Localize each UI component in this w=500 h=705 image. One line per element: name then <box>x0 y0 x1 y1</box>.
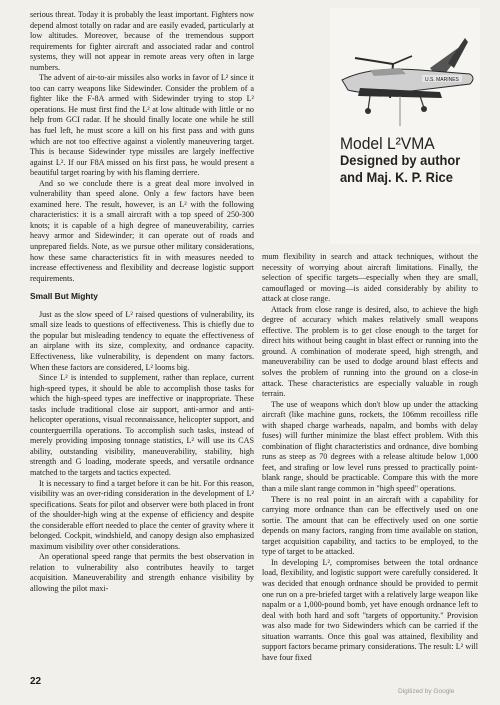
caption-designer: Designed by author <box>340 152 461 168</box>
paragraph: There is no real point in an aircraft with a capability for carrying more ordnance than can be effectively used on one sortie. The amount that can be effectively used on one sortie depends on many factors, ranging from time available on station, target acquisition capability, and tactics to be employed, to the type of target to be attacked. <box>262 494 478 557</box>
caption-codesigner: and Maj. K. P. Rice <box>340 169 453 185</box>
paragraph: In developing L², compromises between the total ordnance load, flexibility, and logistic support were carefully considered. It was decided that enough ordnance should be provided to permit one run on a pre-briefed target with a relatively large weapon like napalm or a 1,000-pound bomb, yet have enough ordnance left to deal with both hard and soft "targets of opportunity." Provision was also made for two Sidewinders which can be carried if the situation warrants. Once this goal was attained, flexibility and support factors became primary considerations. The result: L² will have four fixed <box>262 557 478 662</box>
paragraph: An operational speed range that permits the best observation in relation to vulnerability also contributes heavily to target acquisition. Maneuverability and strength enhance visibility by allowing the pilot maxi- <box>30 552 254 593</box>
paragraph: And so we conclude there is a great deal more involved in vulnerability than speed alone. Only a few factors have been examined here. The result, however, is an L² with the following characteristics: it is a small aircraft with a top speed of 250-300 knots; it is capable of a high degree of maneuverability, carries heavy armor and Sidewinder; it can operate out of roads and unprepared fields. Note, as we pursue other military considerations, how these same characteristics fit in with measures needed to increase effectiveness and flexibility and decrease logistic support requirements. <box>30 178 254 283</box>
watermark: Digitized by Google <box>398 688 455 695</box>
paragraph: Attack from close range is desired, also, to achieve the high degree of accuracy which makes relatively small weapons effective. The problem is to get close enough to the target for direct hits without being caught in blast effect or running into the ground. A combination of moderate speed, high strength, and maneuverability can be used to dodge around blast effects and solves the problem of running into the ground on a close-in attack. These characteristics are especially valuable in rough terrain. <box>262 304 478 399</box>
paragraph: serious threat. Today it is probably the least important. Fighters now depend almost totally on radar and are easily evaded, particularly at low altitudes. Moreover, because of the tremendous support requirements for fighter aircraft and associated radar and control systems, they will not appear in remote areas very often in large numbers. <box>30 10 254 72</box>
photo-caption <box>340 135 490 186</box>
paragraph: mum flexibility in search and attack techniques, without the necessity of worrying about aircraft limitations. Finally, the selection of specific targets—especially when they are small, camouflaged or moving—is aided considerably by ability to attack at close range. <box>262 252 478 304</box>
paragraph: Just as the slow speed of L² raised questions of vulnerability, its small size leads to questions of effectiveness. This is chiefly due to the popular but misleading tendency to equate the effectiveness of an airplane with its size, complexity, and ordnance capacity. Effectiveness, like vulnerability, is dependent on many factors. When these factors are considered, L² looms big. <box>30 309 254 372</box>
paragraph: The advent of air-to-air missiles also works in favor of L² since it too can carry weapons like Sidewinder. Consider the problem of a fighter like the F-8A armed with Sidewinder trying to stop L² operations. He must first find the L² at low altitude with little or no help from GCI radar. If he should finally locate one while he still has fuel left, he must score a kill on his first pass and with guns which are not too effective against a violently maneuvering target. This is because Sidewinder type missiles are largely ineffective against L². If our F8A missed on his first pass, he would present a beautiful target roaring by with his flaming derriere. <box>30 73 254 178</box>
section-heading: Small But Mighty <box>30 291 98 302</box>
paragraph: It is necessary to find a target before it can be hit. For this reason, visibility was an over-riding consideration in the development of L² specifications. Seats for pilot and observer were both placed in front of the shoulder-high wing at the expense of efficiency and despite the considerable effort needed to place the center of gravity where it belonged. Cockpit, windshield, and canopy design also emphasized maximum visibility over other considerations. <box>30 478 254 551</box>
aircraft-marking: U.S. MARINES <box>425 77 459 83</box>
right-column <box>262 252 478 663</box>
aircraft-model-photo <box>330 8 480 244</box>
caption-model-name: Model L²VMA <box>340 134 435 153</box>
aircraft-model-image <box>330 8 480 244</box>
page-number: 22 <box>30 676 42 687</box>
left-column <box>30 10 254 595</box>
paragraph: The use of weapons which don't blow up under the attacking aircraft (like machine guns, rockets, the 106mm recoilless rifle with shaped charge warheads, napalm, and bombs with delay fuses) will further minimize the blast effect problem. With this combination of flight characteristics and ordnance, dive bombing runs as steep as 70 degrees with a release altitude below 1,000 feet, and strafing or low level runs pressed to practically point-blank range, should be practicable. Compare this with the more than a mile slant range common in "high speed" operations. <box>262 399 478 494</box>
paragraph: Since L² is intended to supplement, rather than replace, current high-speed types, it should be able to accomplish those tasks for which the high-speed types are ineffective or inappropriate. These tasks include traditional close air support, anti-armor and anti-helicopter operations, visual reconnaissance, helicopter support, and counterguerrilla operations. To accomplish such tasks, instead of merely providing imposing tonnage statistics, L² will use its CAS ability, outstanding visibility, maneuverability, stability, high strength and G loading, moderate speeds, and versatile ordnance matched to the targets and tactics expected. <box>30 373 254 477</box>
